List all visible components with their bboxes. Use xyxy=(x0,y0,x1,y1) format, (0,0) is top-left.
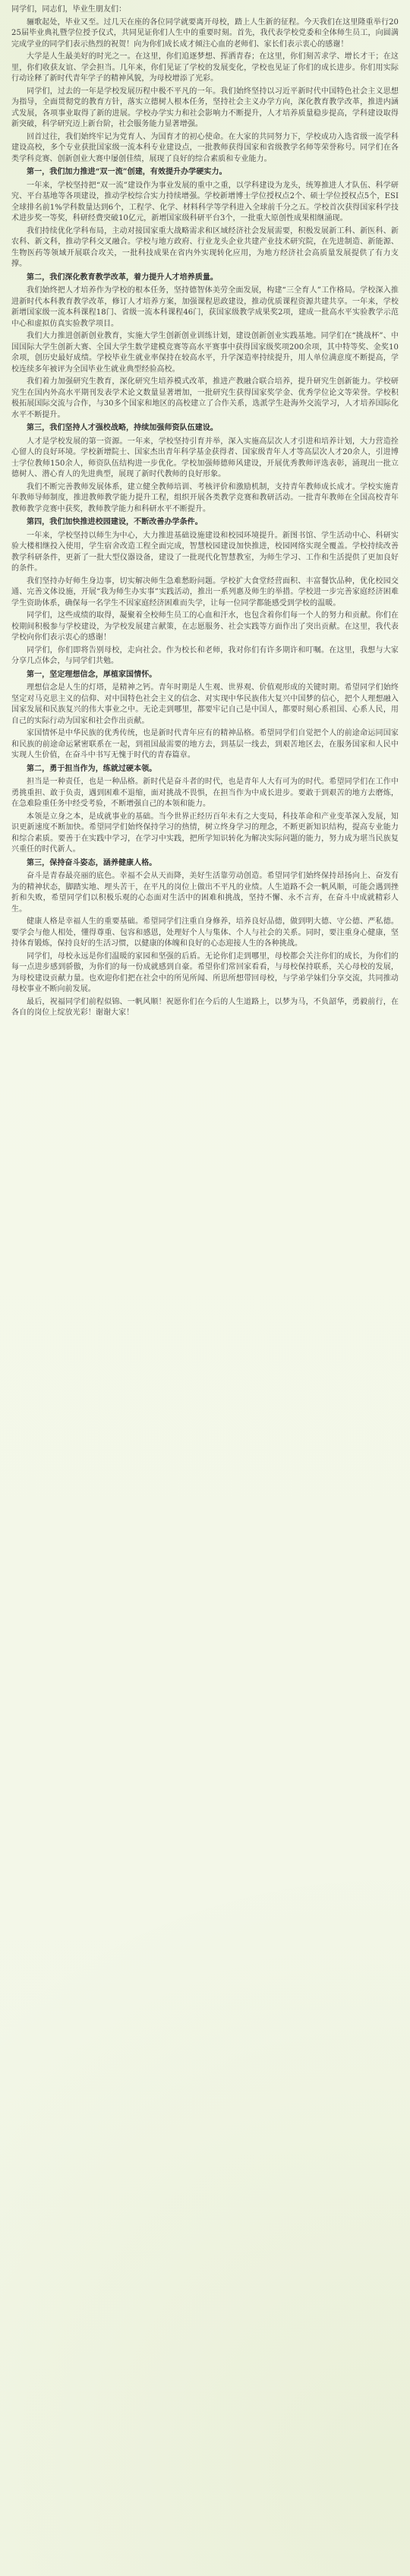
body-paragraph: 我们坚持办好师生身边事，切实解决师生急难愁盼问题。学校扩大食堂经营面积、丰富餐饮品种，优化校园交通、完善文体设施，开展“我为师生办实事”实践活动，推出一系列惠及师生的举措。学校进一步完善家庭经济困难学生资助体系，确保每一名学生不因家庭经济困难而失学，让每一位同学都能感受到学校的温暖。 xyxy=(11,576,399,608)
speech-body xyxy=(11,17,399,1019)
body-paragraph: 健康人格是幸福人生的重要基础。希望同学们注重自身修养，培养良好品德，做到明大德、守公德、严私德。要学会与他人相处，懂得尊重、包容和感恩，处理好个人与集体、个人与社会的关系。同时，要注重身心健康，坚持体育锻炼，保持良好的生活习惯，以健康的体魄和良好的心态迎接人生的各种挑战。 xyxy=(11,917,399,948)
body-paragraph: 我们持续优化学科布局，主动对接国家重大战略需求和区域经济社会发展需要，积极发展新工科、新医科、新农科、新文科，推动学科交叉融合。学校与地方政府、行业龙头企业共建产业技术研究院，在先进制造、新能源、生物医药等领域开展联合攻关，一批科技成果在省内外实现转化应用，为地方经济社会高质量发展提供了有力支撑。 xyxy=(11,226,399,268)
body-paragraph: 同学们，你们即将告别母校，走向社会。作为校长和老师，我对你们有许多期许和叮嘱。在这里，我想与大家分享几点体会，与同学们共勉。 xyxy=(11,646,399,665)
body-paragraph: 我们始终把人才培养作为学校的根本任务，坚持德智体美劳全面发展，构建“三全育人”工作格局。学校深入推进新时代本科教育教学改革，修订人才培养方案，加强课程思政建设，推动优质课程资源共建共享。一年来，学校新增国家级一流本科课程18门、省级一流本科课程46门，获国家级教学成果奖2项，建成一批高水平实验教学示范中心和虚拟仿真实验教学项目。 xyxy=(11,286,399,328)
speech-article xyxy=(11,5,399,1019)
body-paragraph: 我们大力推进创新创业教育，实施大学生创新创业训练计划，建设创新创业实践基地。同学们在“挑战杯”、中国国际大学生创新大赛、全国大学生数学建模竞赛等高水平赛事中获得国家级奖项200余项，其中特等奖、金奖10余项，创历史最好成绩。学校毕业生就业率保持在较高水平，升学深造率持续提升，用人单位满意度不断提高，学校连续多年被评为全国毕业生就业典型经验高校。 xyxy=(11,332,399,374)
section-heading: 第三，保持奋斗姿态，涵养健康人格。 xyxy=(27,858,157,867)
section-heading: 第一，我们加力推进“双一流”创建，有效提升办学硬实力。 xyxy=(27,168,227,176)
body-paragraph: 奋斗是青春最亮丽的底色。幸福不会从天而降，美好生活靠劳动创造。希望同学们始终保持昂扬向上、奋发有为的精神状态，脚踏实地、埋头苦干，在平凡的岗位上做出不平凡的业绩。人生道路不会一帆风顺，可能会遇到挫折和失败，希望同学们以积极乐观的心态面对生活中的困难和挑战，坚持不懈、永不言弃，在奋斗中成就精彩人生。 xyxy=(11,872,399,914)
body-paragraph: 本领是立身之本，是成就事业的基础。当今世界正经历百年未有之大变局，科技革命和产业变革深入发展，知识更新速度不断加快。希望同学们始终保持学习的热情，树立终身学习的理念，不断更新知识结构，提高专业能力和综合素质。要善于在实践中学习，在学习中实践，把所学知识转化为解决实际问题的能力，努力成为堪当民族复兴重任的时代新人。 xyxy=(11,812,399,854)
body-paragraph: 担当是一种责任，也是一种品格。新时代是奋斗者的时代，也是青年人大有可为的时代。希望同学们在工作中勇挑重担、敢于负责，遇到困难不退缩，面对挑战不畏惧，在担当作为中成长进步。要敢于到艰苦的地方去磨炼，在急难险重任务中经受考验，不断增强自己的本领和能力。 xyxy=(11,778,399,808)
body-paragraph: 人才是学校发展的第一资源。一年来，学校坚持引育并举，深入实施高层次人才引进和培养计划，大力营造拴心留人的良好环境。学校新增院士、国家杰出青年科学基金获得者、国家级青年人才等高层次人才20余人，引进博士学位教师150余人，师资队伍结构进一步优化。学校加强师德师风建设，开展优秀教师评选表彰，涌现出一批立德树人、潜心育人的先进典型，展现了新时代教师的良好形象。 xyxy=(11,437,399,478)
body-paragraph: 一年来，学校坚持以师生为中心，大力推进基础设施建设和校园环境提升。新图书馆、学生活动中心、科研实验大楼相继投入使用，学生宿舍改造工程全面完成，智慧校园建设加快推进，校园网络实现全覆盖。学校持续改善教学科研条件，更新了一批大型仪器设备，建设了一批现代化智慧教室，为师生学习、工作和生活提供了更加良好的条件。 xyxy=(11,531,399,573)
section-heading: 第四，我们加快推进校园建设，不断改善办学条件。 xyxy=(27,518,203,526)
section-heading: 第二，我们深化教育教学改革，着力提升人才培养质量。 xyxy=(27,273,218,282)
body-paragraph: 回首过往，我们始终牢记为党育人、为国育才的初心使命。在大家的共同努力下，学校成功入选省级一流学科建设高校，多个专业获批国家级一流本科专业建设点，一批教师获得国家和省级教学名师等荣誉称号。同学们在各类学科竞赛、创新创业大赛中屡创佳绩，展现了良好的综合素质和专业能力。 xyxy=(11,132,399,163)
body-paragraph: 同学们，母校永远是你们温暖的家园和坚强的后盾。无论你们走到哪里，母校都会关注你们的成长，为你们的每一点进步感到骄傲，为你们的每一份成就感到自豪。希望你们常回家看看，与母校保持联系，关心母校的发展，为母校建设贡献力量。也欢迎你们把在社会中的所见所闻、所思所想带回母校，与学弟学妹们分享交流，共同推动母校事业不断向前发展。 xyxy=(11,952,399,993)
body-paragraph: 同学们，过去的一年是学校发展历程中极不平凡的一年。我们始终坚持以习近平新时代中国特色社会主义思想为指导，全面贯彻党的教育方针，落实立德树人根本任务，坚持社会主义办学方向，深化教育教学改革，推进内涵式发展，各项事业取得了新的进展。学校办学实力和社会影响力不断提升，人才培养质量稳步提高，学科建设取得新突破，科学研究迈上新台阶，社会服务能力显著增强。 xyxy=(11,87,399,128)
section-heading: 第一，坚定理想信念，厚植家国情怀。 xyxy=(27,670,157,679)
body-paragraph: 骊歌起处，毕业又至。过几天在座的各位同学就要离开母校，踏上人生新的征程。今天我们在这里隆重举行2025届毕业典礼暨学位授予仪式，共同见证你们人生中的重要时刻。首先，我代表学校党委和全体师生员工，向圆满完成学业的同学们表示热烈的祝贺！向为你们成长成才倾注心血的老师们、家长们表示衷心的感谢！ xyxy=(11,17,399,49)
body-paragraph: 同学们，这些成绩的取得，凝聚着全校师生员工的心血和汗水，也包含着你们每一个人的努力和贡献。你们在校期间积极参与学校建设，为学校发展建言献策，在志愿服务、社会实践等方面作出了突出贡献。在这里，我代表学校向你们表示衷心的感谢！ xyxy=(11,611,399,642)
speech-salutation: 同学们，同志们，毕业生朋友们： xyxy=(11,5,127,14)
body-paragraph: 我们着力加强研究生教育，深化研究生培养模式改革，推进产教融合联合培养，提升研究生创新能力。学校研究生在国内外高水平期刊发表学术论文数量显著增加，一批研究生获得国家奖学金、优秀学位论文等荣誉。学校积极拓展国际交流与合作，与30多个国家和地区的高校建立了合作关系，选派学生赴海外交流学习，人才培养国际化水平不断提升。 xyxy=(11,377,399,419)
section-heading: 第三，我们坚持人才强校战略，持续加强师资队伍建设。 xyxy=(27,424,218,432)
section-heading: 第二，勇于担当作为，练就过硬本领。 xyxy=(27,764,157,773)
body-paragraph: 最后，祝福同学们前程似锦、一帆风顺！祝愿你们在今后的人生道路上，以梦为马，不负韶华，勇毅前行，在各自的岗位上绽放光彩！谢谢大家！ xyxy=(11,997,399,1017)
body-paragraph: 家国情怀是中华民族的优秀传统，也是新时代青年应有的精神品格。希望同学们自觉把个人的前途命运同国家和民族的前途命运紧密联系在一起，到祖国最需要的地方去，到基层一线去，到艰苦地区去，在服务国家和人民中实现人生价值，在奋斗中书写无愧于时代的青春篇章。 xyxy=(11,729,399,759)
body-paragraph: 一年来，学校坚持把“双一流”建设作为事业发展的重中之重，以学科建设为龙头，统筹推进人才队伍、科学研究、平台基地等各项建设，推动学校综合实力持续增强。学校新增博士学位授权点2个、硕士学位授权点5个，ESI全球排名前1%学科数量达到6个，工程学、化学、材料科学等学科进入全球前千分之五。学校首次获得国家科学技术进步奖一等奖，科研经费突破10亿元，新增国家级科研平台3个，一批重大原创性成果相继涌现。 xyxy=(11,181,399,223)
body-paragraph: 大学是人生最美好的时光之一。在这里，你们追逐梦想、挥洒青春；在这里，你们刻苦求学、增长才干；在这里，你们收获友谊、学会担当。几年来，你们见证了学校的发展变化，学校也见证了你们的成长进步。你们用实际行动诠释了新时代青年学子的精神风貌，为母校增添了光彩。 xyxy=(11,52,399,83)
body-paragraph: 理想信念是人生的灯塔，是精神之钙。青年时期是人生观、世界观、价值观形成的关键时期。希望同学们始终坚定对马克思主义的信仰、对中国特色社会主义的信念、对实现中华民族伟大复兴中国梦的信心，把个人理想融入国家发展和民族复兴的伟大事业之中。无论走到哪里，都要牢记自己是中国人，都要时刻心系祖国、心系人民，用自己的实际行动为国家和社会作出贡献。 xyxy=(11,683,399,725)
body-paragraph: 我们不断完善教师发展体系，建立健全教师培训、考核评价和激励机制，支持青年教师成长成才。学校实施青年教师导师制度，推进教师教学能力提升工程，组织开展各类教学竞赛和教研活动。一批青年教师在全国高校青年教师教学竞赛中获奖，教师教学能力和科研水平不断提升。 xyxy=(11,482,399,513)
